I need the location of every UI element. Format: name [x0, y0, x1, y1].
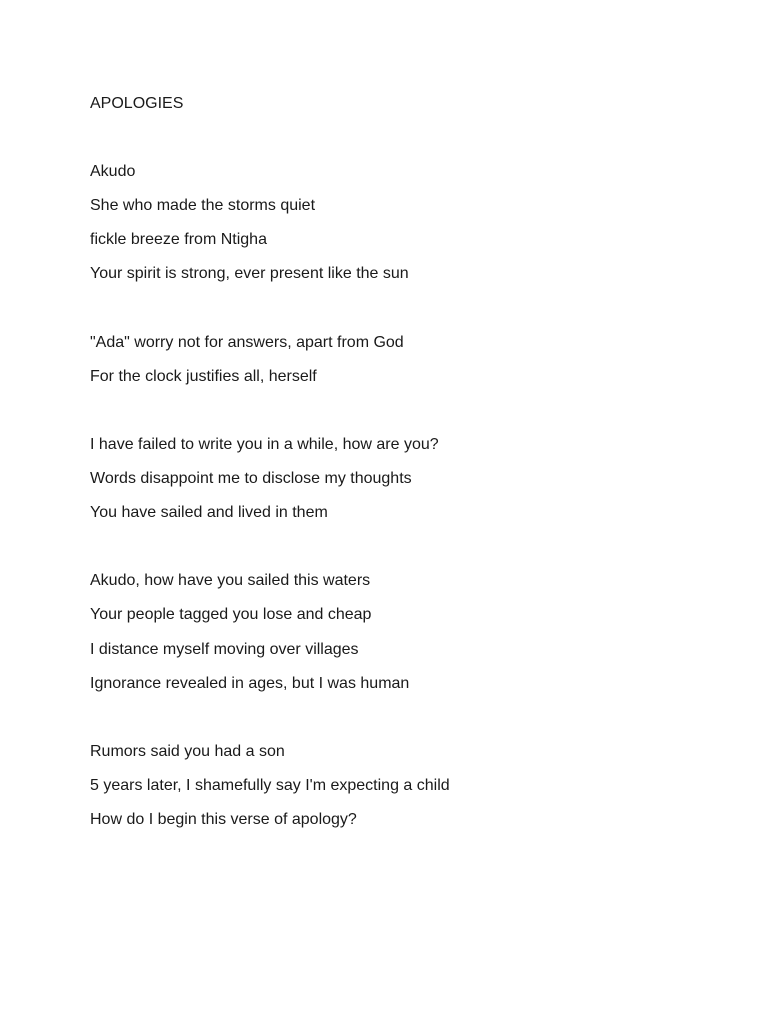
- poem-line: For the clock justifies all, herself: [90, 367, 317, 385]
- stanza-5: [90, 742, 690, 830]
- poem-line: Ignorance revealed in ages, but I was human: [90, 674, 410, 692]
- poem-line: fickle breeze from Ntigha: [90, 231, 267, 249]
- poem-line: Your spirit is strong, ever present like the sun: [90, 265, 409, 283]
- poem-line: How do I begin this verse of apology?: [90, 810, 357, 828]
- poem: [90, 94, 690, 844]
- poem-line: You have sailed and lived in them: [90, 504, 328, 522]
- poem-title: APOLOGIES: [90, 95, 184, 112]
- poem-line: Akudo: [90, 163, 136, 181]
- stanza-break: [90, 537, 690, 557]
- stanza-3: [90, 435, 690, 523]
- stanza-break: [90, 708, 690, 728]
- poem-line: Akudo, how have you sailed this waters: [90, 572, 371, 590]
- stanza-4: [90, 571, 690, 693]
- poem-line: "Ada" worry not for answers, apart from God: [90, 333, 404, 351]
- poem-line: 5 years later, I shamefully say I'm expecting a child: [90, 776, 450, 794]
- poem-line: Your people tagged you lose and cheap: [90, 606, 372, 624]
- stanza-break: [90, 128, 690, 148]
- poem-line: Words disappoint me to disclose my thoughts: [90, 470, 412, 488]
- stanza-1: [90, 162, 690, 284]
- stanza-break: [90, 299, 690, 319]
- stanza-break: [90, 401, 690, 421]
- poem-line: I have failed to write you in a while, how are you?: [90, 435, 439, 453]
- poem-line: She who made the storms quiet: [90, 197, 316, 215]
- poem-line: Rumors said you had a son: [90, 742, 285, 760]
- poem-line: I distance myself moving over villages: [90, 640, 359, 658]
- stanza-2: [90, 333, 690, 387]
